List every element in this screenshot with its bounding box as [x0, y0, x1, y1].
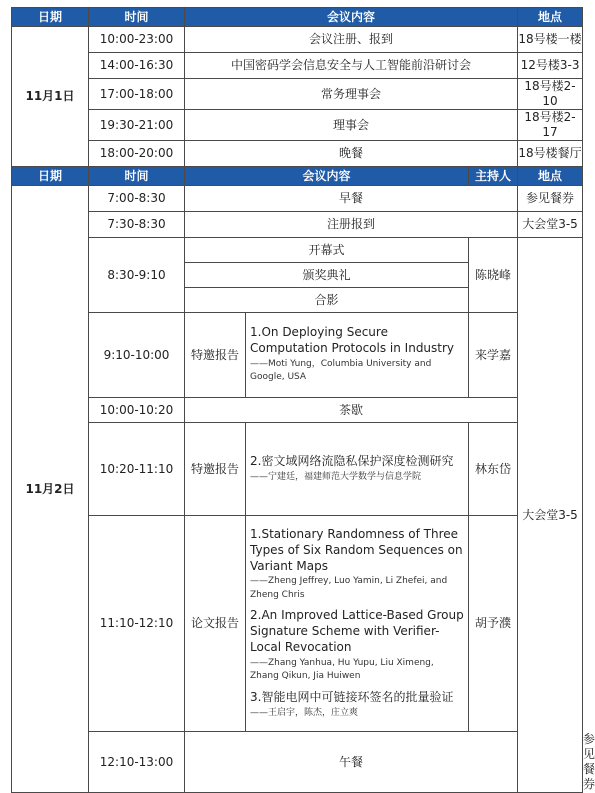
session2-type: 特邀报告 — [185, 423, 246, 516]
breakfast-location: 参见餐券 — [518, 186, 583, 212]
opening-time: 8:30-9:10 — [89, 238, 185, 313]
day1-content: 晚餐 — [185, 141, 518, 167]
day1-date: 11月1日 — [12, 27, 89, 167]
talk-title: 1.Stationary Randomness of Three Types of Six Random Sequences on Variant Maps — [250, 526, 463, 573]
schedule-table — [11, 7, 595, 793]
opening-item: 合影 — [185, 288, 469, 313]
session3-host: 胡予濮 — [469, 516, 518, 732]
day1-time: 18:00-20:00 — [89, 141, 185, 167]
day1-location: 18号楼餐厅 — [518, 141, 583, 167]
lunch-content: 午餐 — [185, 732, 518, 793]
tea-time: 10:00-10:20 — [89, 398, 185, 423]
day1-row — [12, 110, 583, 141]
opening-host: 陈晓峰 — [469, 238, 518, 313]
session3-time: 11:10-12:10 — [89, 516, 185, 732]
header-content: 会议内容 — [185, 167, 469, 186]
session2-host: 林东岱 — [469, 423, 518, 516]
header-time: 时间 — [89, 8, 185, 27]
day1-location: 12号楼3-3 — [518, 53, 583, 79]
registration-content: 注册报到 — [185, 212, 518, 238]
session2-time: 10:20-11:10 — [89, 423, 185, 516]
day1-content: 会议注册、报到 — [185, 27, 518, 53]
registration-location: 大会堂3-5 — [518, 212, 583, 238]
day1-row — [12, 79, 583, 110]
session1-type: 特邀报告 — [185, 313, 246, 398]
session3-talks — [246, 516, 469, 732]
day1-time: 14:00-16:30 — [89, 53, 185, 79]
registration-row — [12, 212, 583, 238]
day1-location: 18号楼一楼 — [518, 27, 583, 53]
talk-authors: ——Zhang Yanhua, Hu Yupu, Liu Ximeng, Zhang Qikun, Jia Huiwen — [250, 657, 434, 682]
talk-authors: ——宁建廷，福建师范大学数学与信息学院 — [250, 471, 422, 482]
session1-host: 来学嘉 — [469, 313, 518, 398]
breakfast-row — [12, 186, 583, 212]
lunch-time: 12:10-13:00 — [89, 732, 185, 793]
day1-location: 18号楼2-17 — [518, 110, 583, 141]
talk-title: 3.智能电网中可链接环签名的批量验证 — [250, 689, 454, 704]
day2-date: 11月2日 — [12, 186, 89, 793]
breakfast-content: 早餐 — [185, 186, 518, 212]
day1-content: 理事会 — [185, 110, 518, 141]
day1-location: 18号楼2-10 — [518, 79, 583, 110]
session1-talks — [246, 313, 469, 398]
day1-time: 10:00-23:00 — [89, 27, 185, 53]
session1-row — [12, 313, 583, 398]
talk-title: 2.密文域网络流隐私保护深度检测研究 — [250, 453, 454, 468]
day1-content: 常务理事会 — [185, 79, 518, 110]
header-date: 日期 — [12, 167, 89, 186]
header-location: 地点 — [518, 8, 583, 27]
day1-header-row — [12, 8, 583, 27]
talk-title: 2.An Improved Lattice-Based Group Signature Scheme with Verifier-Local Revocation — [250, 608, 464, 654]
day1-time: 17:00-18:00 — [89, 79, 185, 110]
opening-item: 颁奖典礼 — [185, 263, 469, 288]
day1-row — [12, 27, 583, 53]
main-location: 大会堂3-5 — [518, 238, 583, 793]
tea-row — [12, 398, 583, 423]
session3-type: 论文报告 — [185, 516, 246, 732]
day1-content: 中国密码学会信息安全与人工智能前沿研讨会 — [185, 53, 518, 79]
header-date: 日期 — [12, 8, 89, 27]
talk-authors: ——Moti Yung，Columbia University and Google, USA — [250, 358, 432, 383]
session2-row — [12, 423, 583, 516]
day1-time: 19:30-21:00 — [89, 110, 185, 141]
session1-time: 9:10-10:00 — [89, 313, 185, 398]
lunch-row: 12:10-13:00 午餐 参见餐券 — [12, 732, 583, 793]
header-content: 会议内容 — [185, 8, 518, 27]
tea-content: 茶歇 — [185, 398, 518, 423]
day2-header-row — [12, 167, 583, 186]
header-time: 时间 — [89, 167, 185, 186]
day1-row — [12, 53, 583, 79]
talk-title: 1.On Deploying Secure Computation Protocols in Industry — [250, 325, 455, 355]
session2-talks — [246, 423, 469, 516]
breakfast-time: 7:00-8:30 — [89, 186, 185, 212]
header-location: 地点 — [518, 167, 583, 186]
session3-row — [12, 516, 583, 732]
talk-authors: ——王启宇，陈杰，庄立爽 — [250, 707, 359, 718]
header-host: 主持人 — [469, 167, 518, 186]
opening-item: 开幕式 — [185, 238, 469, 263]
registration-time: 7:30-8:30 — [89, 212, 185, 238]
talk-authors: ——Zheng Jeffrey, Luo Yamin, Li Zhefei, and Zheng Chris — [250, 576, 448, 600]
day1-row — [12, 141, 583, 167]
opening-row — [12, 238, 583, 263]
